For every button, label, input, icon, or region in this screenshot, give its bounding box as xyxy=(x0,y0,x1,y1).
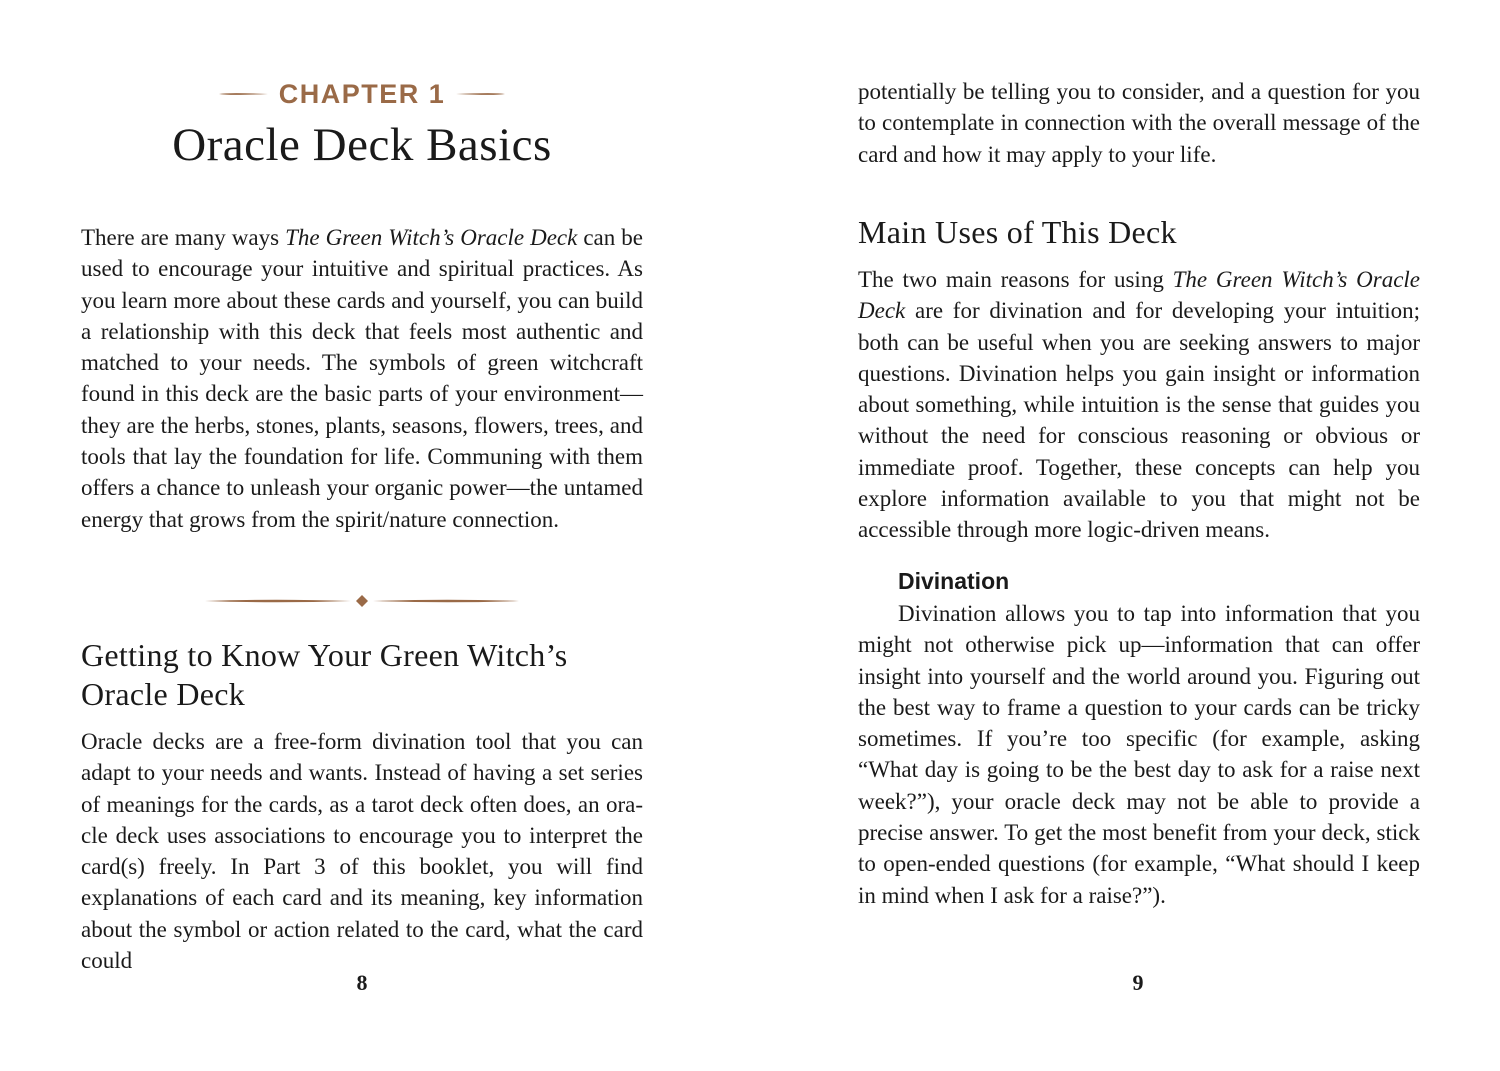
main-uses-text-start: The two main reasons for using xyxy=(858,267,1173,292)
chapter-label-text: CHAPTER 1 xyxy=(278,78,446,109)
continued-paragraph: potentially be telling you to consider, and a question for you to contemplate in connection with the overall message of the card and how it may apply to your life. xyxy=(858,79,1420,167)
page-number-left: 8 xyxy=(356,970,368,995)
page-number-right: 9 xyxy=(1132,970,1144,995)
getting-to-know-paragraph: Oracle decks are a free-form divination tool that you can adapt to your needs and wants. Instead of having a set series of meanings for the cards, as a tarot deck often does, an oracle deck uses associations to encourage you to interpret the card(s) freely. In Part 3 of this booklet, you will find explanations of each card and its meaning, key information about the symbol or action related to the card, what the card could xyxy=(81,729,643,974)
chapter-title: Oracle Deck Basics xyxy=(172,119,552,171)
intro-text-rest: can be used to encourage your intuitive and spiritual practices. As you learn more about these cards and yourself, you can build a relationship with this deck that feels most authentic and matched to your needs. The symbols of green witchcraft found in this deck are the basic parts of your environment—they are the herbs, stones, plants, seasons, flowers, trees, and tools that lay the foundation for life. Communing with them offers a chance to unleash your organic power—the untamed energy that grows from the spirit/nature connection. xyxy=(81,225,643,532)
ornamental-divider-icon xyxy=(205,591,519,611)
section-heading-getting-to-know: Getting to Know Your Green Witch’s Oracle Deck xyxy=(81,637,568,712)
intro-paragraph xyxy=(81,222,643,535)
right-flourish-icon xyxy=(455,89,505,99)
intro-text-start: There are many ways xyxy=(81,225,286,250)
right-page xyxy=(750,0,1500,1071)
main-uses-text-rest: are for divination and for developing your intuition; both can be useful when you are seeking answers to major questions. Divination helps you gain insight or information about something, while intuition is the sense that guides you without the need for conscious reasoning or obvious or immediate proof. Together, these concepts can help you explore information available to you that might not be accessible through more logic-driven means. xyxy=(858,298,1420,543)
section-heading-main-uses: Main Uses of This Deck xyxy=(858,214,1177,250)
deck-title-italic: The Green Witch’s Oracle Deck xyxy=(285,225,578,250)
deck-title-italic-2: The Green Witch’s Oracle Deck xyxy=(858,267,1421,324)
sub-heading-divination: Divination xyxy=(898,568,1010,594)
chapter-label xyxy=(81,74,643,114)
main-uses-paragraph xyxy=(858,264,1420,546)
divination-paragraph: Divination allows you to tap into information that you might not otherwise pick up—information that can offer insight into yourself and the world around you. Figuring out the best way to frame a question to your cards can be tricky sometimes. If you’re too specific (for example, asking “What day is going to be the best day to ask for a raise next week?”), your oracle deck may not be able to provide a precise answer. To get the most benefit from your deck, stick to open-ended questions (for example, “What should I keep in mind when I ask for a raise?”). xyxy=(858,601,1420,908)
left-flourish-icon xyxy=(219,89,269,99)
